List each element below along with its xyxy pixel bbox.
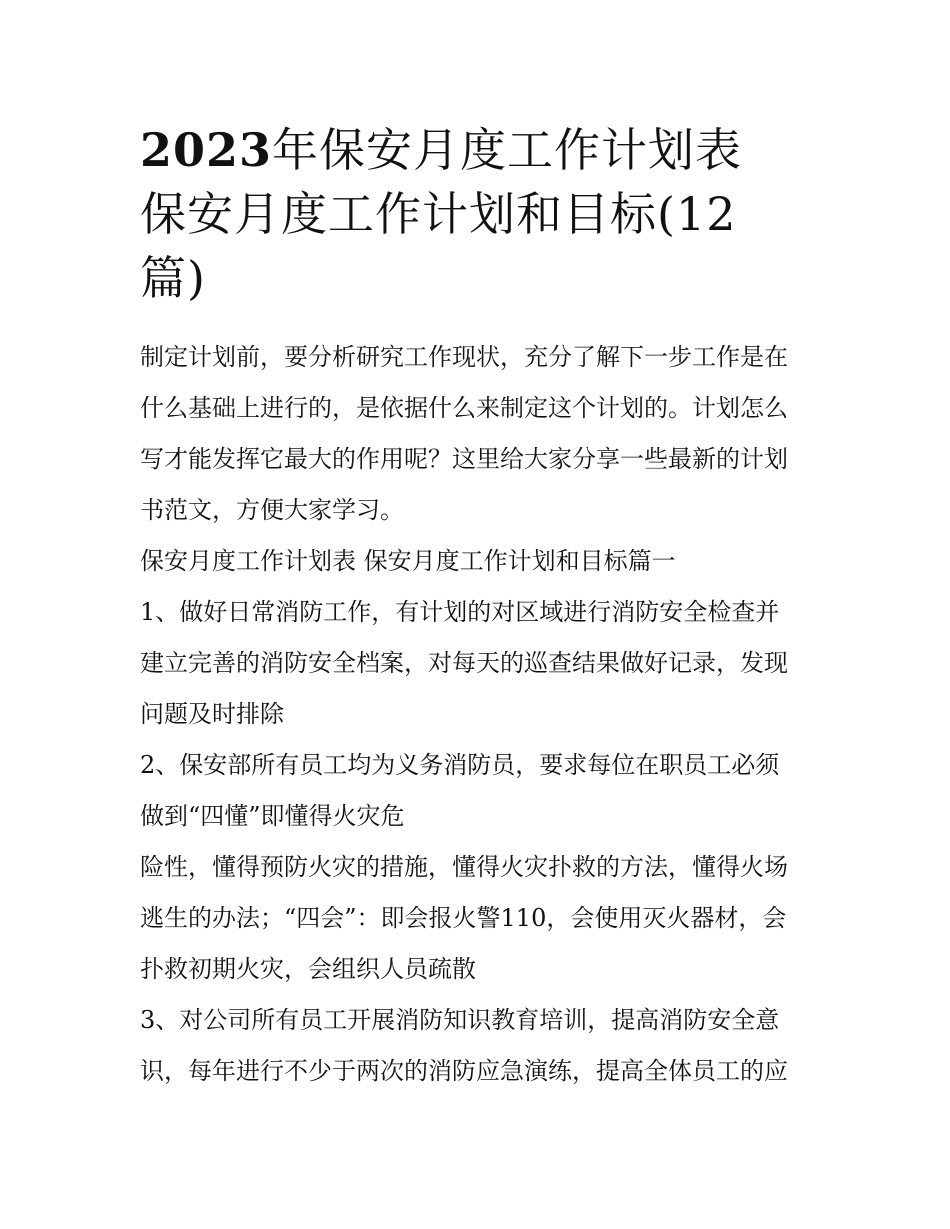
title-line-1 xyxy=(140,118,820,182)
document-title xyxy=(140,118,820,310)
title-year: 2023 xyxy=(140,123,273,177)
item-line: 2、保安部所有员工均为义务消防员，要求每位在职员工必须 xyxy=(140,751,780,779)
section-heading xyxy=(140,536,820,587)
item-line: 逃生的办法；“四会”：即会报火警110，会使用灭火器材，会 xyxy=(140,904,787,932)
item-line: 识，每年进行不少于两次的消防应急演练，提高全体员工的应 xyxy=(140,1057,788,1085)
item-line: 险性，懂得预防火灾的措施，懂得火灾扑救的方法，懂得火场 xyxy=(140,853,788,881)
list-item-2 xyxy=(140,740,820,842)
title-line-2: 保安月度工作计划和目标(12 xyxy=(140,187,737,241)
title-line-1-text: 年保安月度工作计划表 xyxy=(272,123,743,177)
list-item-3 xyxy=(140,995,820,1097)
intro-line: 制定计划前，要分析研究工作现状，充分了解下一步工作是在 xyxy=(140,343,788,371)
intro-line: 什么基础上进行的，是依据什么来制定这个计划的。计划怎么 xyxy=(140,394,788,422)
intro-line: 写才能发挥它最大的作用呢？这里给大家分享一些最新的计划 xyxy=(140,445,788,473)
section-heading-text: 保安月度工作计划表 保安月度工作计划和目标篇一 xyxy=(140,547,676,575)
intro-paragraph xyxy=(140,332,820,536)
item-line: 建立完善的消防安全档案，对每天的巡查结果做好记录，发现 xyxy=(140,649,788,677)
list-item-1 xyxy=(140,587,820,740)
document-content xyxy=(140,118,820,1097)
list-item-2-continuation xyxy=(140,842,820,995)
item-line: 1、做好日常消防工作，有计划的对区域进行消防安全检查并 xyxy=(140,598,780,626)
intro-line: 书范文，方便大家学习。 xyxy=(140,496,404,524)
item-line: 做到“四懂”即懂得火灾危 xyxy=(140,802,405,830)
item-line: 问题及时排除 xyxy=(140,700,284,728)
item-line: 3、对公司所有员工开展消防知识教育培训，提高消防安全意 xyxy=(140,1006,780,1034)
item-line: 扑救初期火灾，会组织人员疏散 xyxy=(140,955,476,983)
title-line-3: 篇) xyxy=(140,251,206,305)
